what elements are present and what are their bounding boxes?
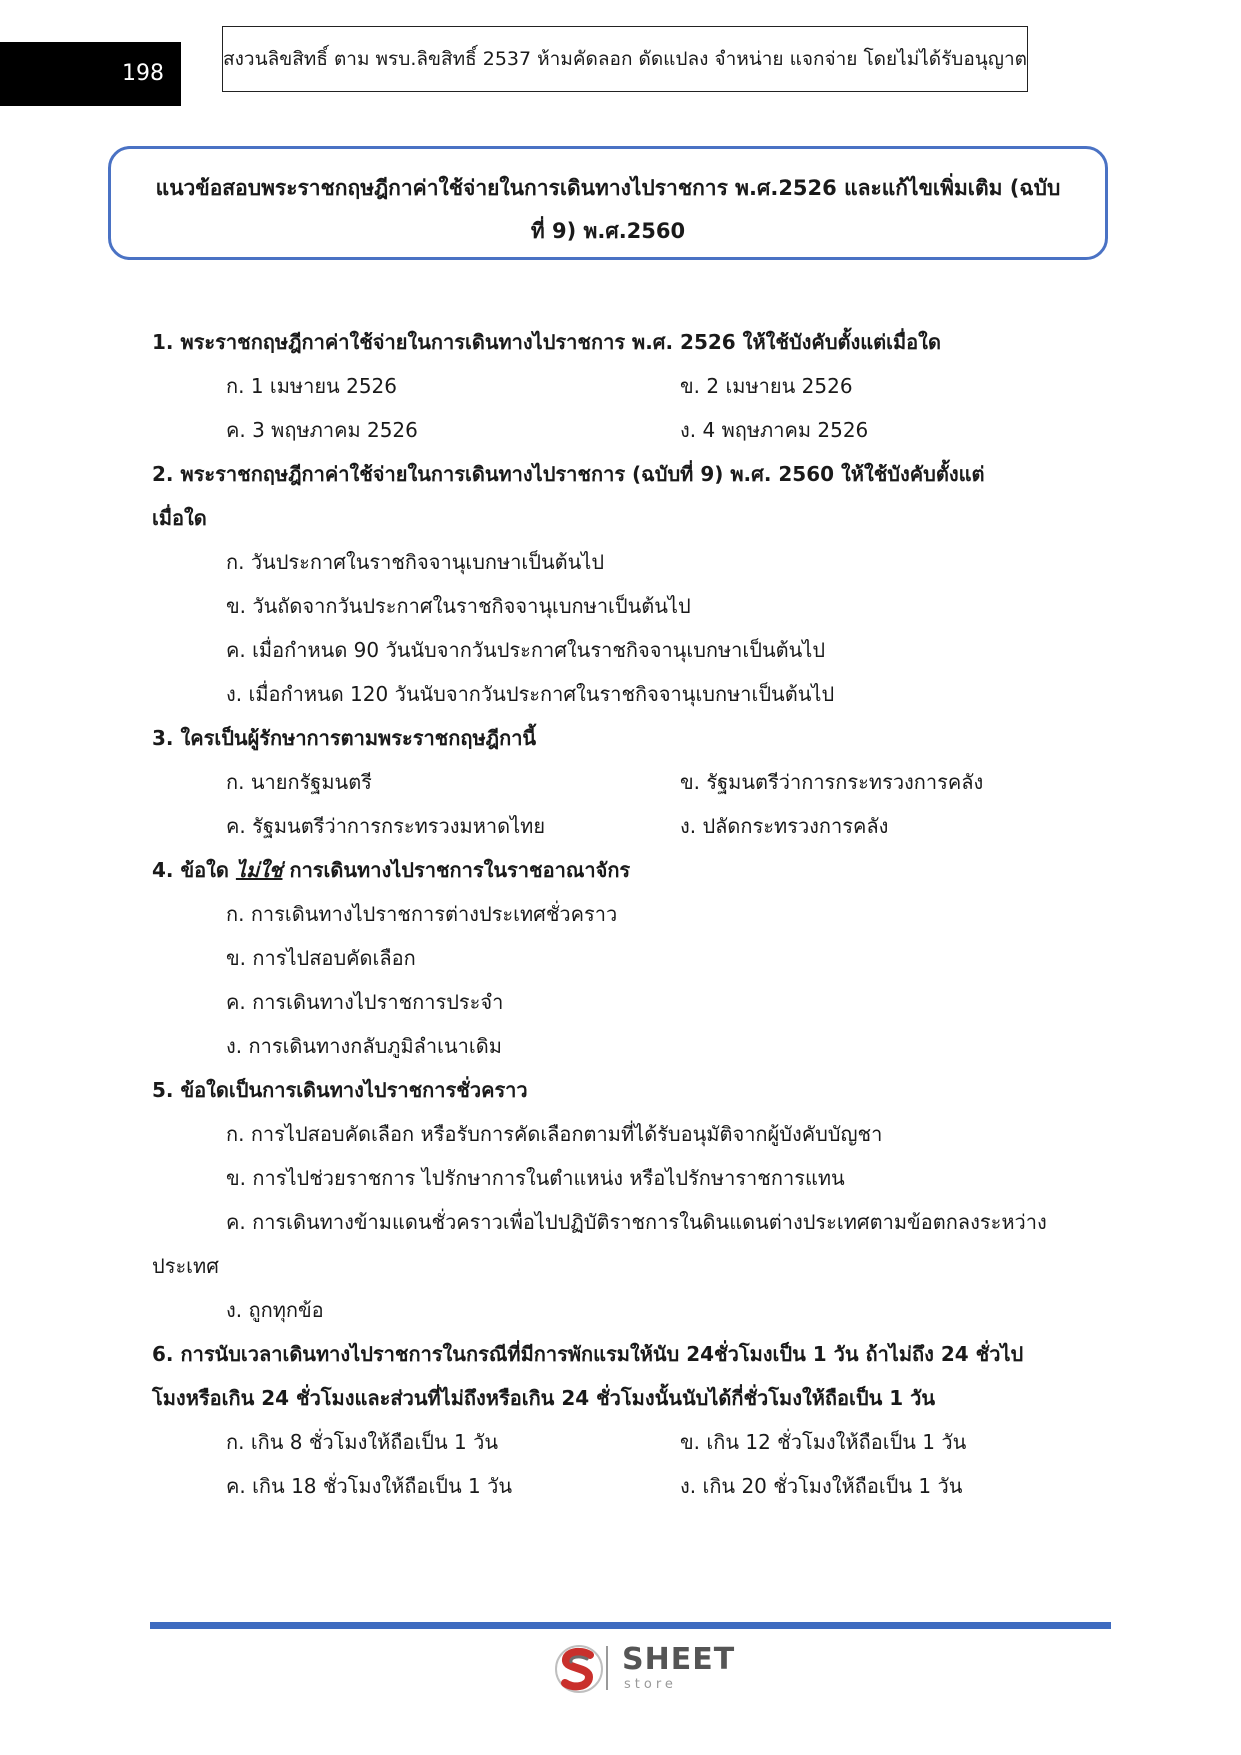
question-5: 5. ข้อใดเป็นการเดินทางไปราชการชั่วคราว [152, 1078, 528, 1102]
q2-option-b: ข. วันถัดจากวันประกาศในราชกิจจานุเบกษาเป็นต้นไป [226, 594, 691, 618]
page-number: 198 [0, 42, 181, 106]
q4-emphasis: ไม่ใช่ [235, 858, 283, 882]
logo-subtext: store [624, 1677, 677, 1692]
q6-options-row-1 [152, 1420, 1082, 1464]
q1-option-c: ค. 3 พฤษภาคม 2526 [226, 418, 418, 442]
q4-option-d: ง. การเดินทางกลับภูมิลำเนาเดิม [226, 1034, 502, 1058]
q4-option-b: ข. การไปสอบคัดเลือก [226, 946, 416, 970]
question-6-cont: โมงหรือเกิน 24 ชั่วโมงและส่วนที่ไม่ถึงหรือเกิน 24 ชั่วโมงนั้นนับได้กี่ชั่วโมงให้ถือเป็น 1 วัน [152, 1386, 935, 1410]
logo-text: SHEET [622, 1642, 736, 1677]
q6-option-b: ข. เกิน 12 ชั่วโมงให้ถือเป็น 1 วัน [680, 1430, 967, 1454]
q4-suffix: การเดินทางไปราชการในราชอาณาจักร [289, 858, 631, 882]
q3-options-row-1 [152, 760, 1082, 804]
question-2-cont: เมื่อใด [152, 506, 207, 530]
q3-option-d: ง. ปลัดกระทรวงการคลัง [680, 814, 889, 838]
q2-option-c: ค. เมื่อกำหนด 90 วันนับจากวันประกาศในราชกิจจานุเบกษาเป็นต้นไป [226, 638, 826, 662]
title-line-2: ที่ 9) พ.ศ.2560 [530, 219, 686, 243]
q3-option-b: ข. รัฐมนตรีว่าการกระทรวงการคลัง [680, 770, 984, 794]
title-line-1: แนวข้อสอบพระราชกฤษฎีกาค่าใช้จ่ายในการเดินทางไปราชการ พ.ศ.2526 และแก้ไขเพิ่มเติม (ฉบับ [155, 176, 1061, 200]
document-title [108, 146, 1108, 260]
copyright-notice: สงวนลิขสิทธิ์ ตาม พรบ.ลิขสิทธิ์ 2537 ห้ามคัดลอก ดัดแปลง จำหน่าย แจกจ่าย โดยไม่ได้รับอนุญาต [222, 26, 1028, 92]
q5-option-b: ข. การไปช่วยราชการ ไปรักษาการในตำแหน่ง หรือไปรักษาราชการแทน [226, 1166, 845, 1190]
q6-option-d: ง. เกิน 20 ชั่วโมงให้ถือเป็น 1 วัน [680, 1474, 963, 1498]
question-4 [152, 848, 1082, 892]
q3-option-a: ก. นายกรัฐมนตรี [226, 770, 372, 794]
question-3: 3. ใครเป็นผู้รักษาการตามพระราชกฤษฎีกานี้ [152, 726, 537, 750]
q3-option-c: ค. รัฐมนตรีว่าการกระทรวงมหาดไทย [226, 814, 546, 838]
q1-option-d: ง. 4 พฤษภาคม 2526 [680, 418, 869, 442]
q4-option-a: ก. การเดินทางไปราชการต่างประเทศชั่วคราว [226, 902, 618, 926]
footer-rule [150, 1622, 1111, 1629]
question-list [152, 320, 1082, 1508]
q5-option-c-cont: ประเทศ [152, 1254, 219, 1278]
q1-option-b: ข. 2 เมษายน 2526 [680, 374, 853, 398]
q2-option-a: ก. วันประกาศในราชกิจจานุเบกษาเป็นต้นไป [226, 550, 605, 574]
q3-options-row-2 [152, 804, 1082, 848]
q6-option-c: ค. เกิน 18 ชั่วโมงให้ถือเป็น 1 วัน [226, 1474, 512, 1498]
q1-options-row-2 [152, 408, 1082, 452]
q1-options-row-1 [152, 364, 1082, 408]
q2-option-d: ง. เมื่อกำหนด 120 วันนับจากวันประกาศในราชกิจจานุเบกษาเป็นต้นไป [226, 682, 835, 706]
question-1: 1. พระราชกฤษฎีกาค่าใช้จ่ายในการเดินทางไปราชการ พ.ศ. 2526 ให้ใช้บังคับตั้งแต่เมื่อใด [152, 330, 941, 354]
q4-option-c: ค. การเดินทางไปราชการประจำ [226, 990, 504, 1014]
q6-options-row-2 [152, 1464, 1082, 1508]
question-6: 6. การนับเวลาเดินทางไปราชการในกรณีที่มีการพักแรมให้นับ 24ชั่วโมงเป็น 1 วัน ถ้าไม่ถึง 24 ชั่วไป [152, 1342, 1024, 1366]
q6-option-a: ก. เกิน 8 ชั่วโมงให้ถือเป็น 1 วัน [226, 1430, 498, 1454]
q5-option-d: ง. ถูกทุกข้อ [226, 1298, 324, 1322]
question-2: 2. พระราชกฤษฎีกาค่าใช้จ่ายในการเดินทางไปราชการ (ฉบับที่ 9) พ.ศ. 2560 ให้ใช้บังคับตั้งแต่ [152, 462, 985, 486]
q5-option-a: ก. การไปสอบคัดเลือก หรือรับการคัดเลือกตามที่ได้รับอนุมัติจากผู้บังคับบัญชา [226, 1122, 883, 1146]
q5-option-c: ค. การเดินทางข้ามแดนชั่วคราวเพื่อไปปฏิบัติราชการในดินแดนต่างประเทศตามข้อตกลงระหว่าง [226, 1210, 1047, 1234]
q4-prefix: 4. ข้อใด [152, 858, 229, 882]
q1-option-a: ก. 1 เมษายน 2526 [226, 374, 397, 398]
